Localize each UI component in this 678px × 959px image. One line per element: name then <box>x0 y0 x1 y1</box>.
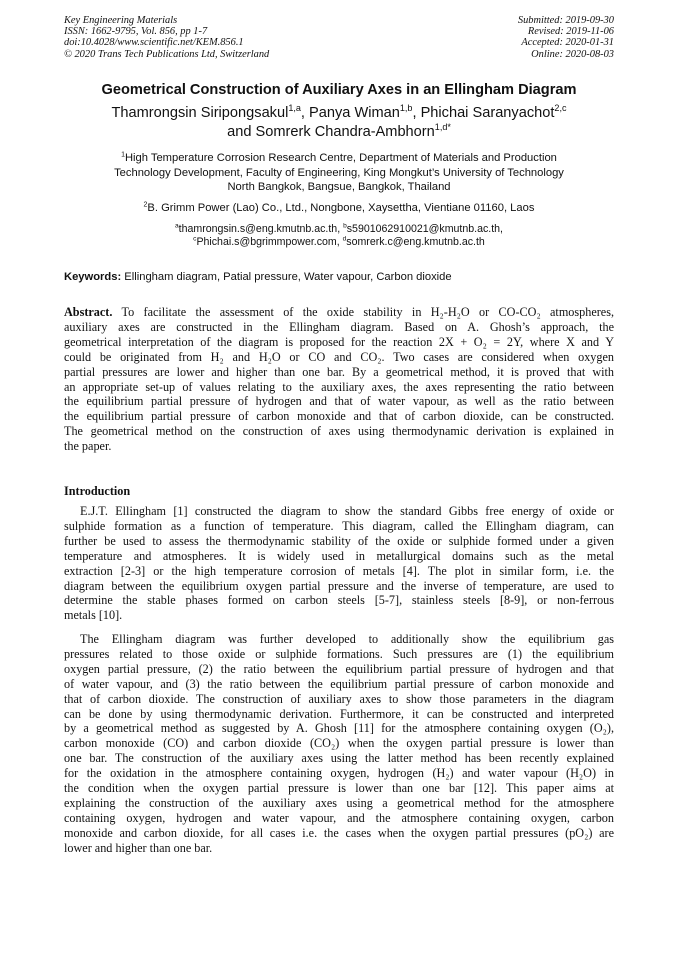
author-name: Phichai Saranyachot <box>420 105 555 121</box>
keywords <box>64 270 624 284</box>
keywords-label: Keywords: <box>64 271 122 283</box>
section-heading-introduction: Introduction <box>64 484 131 498</box>
author-affil-mark: 1,d* <box>434 122 451 133</box>
journal-doi: doi:10.4028/www.scientific.net/KEM.856.1 <box>64 37 244 49</box>
abstract-label: Abstract. <box>64 305 113 319</box>
author-name: Panya Wiman <box>309 105 400 121</box>
email-b[interactable]: s5901062910021@kmutnb.ac.th, <box>346 223 503 235</box>
author-name: Somrerk Chandra-Ambhorn <box>255 124 435 140</box>
paper-title: Geometrical Construction of Auxiliary Axes in an Ellingham Diagram <box>101 82 577 98</box>
date-revised: Revised: 2019-11-06 <box>527 26 614 38</box>
affiliation-1: $^1$High Temperature Corrosion Research Centre, Department of Materials and Production Technology Development, Faculty of Engineering, King Mongkut’s University of Technology North Bangkok, Bangsue, Bangkok, Thailand <box>114 151 564 194</box>
date-submitted: Submitted: 2019-09-30 <box>517 15 614 26</box>
author-line-1: Thamrongsin Siripongsakul$^{1,a}$, Panya Wiman$^{1,b}$, Phichai Saranyachot$^{2,c}$ <box>111 103 567 121</box>
author-affil-mark: 1,a <box>288 103 301 114</box>
email-d[interactable]: somrerk.c@eng.kmutnb.ac.th <box>346 236 485 249</box>
keywords-text: Ellingham diagram, Patial pressure, Water vapour, Carbon dioxide <box>121 271 452 283</box>
author-emails: $^a$thamrongsin.s@eng.kmutnb.ac.th, $^b$s5901062910021@kmutnb.ac.th, $^c$Phichai.s@bgrimmpower.com, $^d$somrerk.c@eng.kmutnb.ac.th <box>174 222 503 249</box>
journal-copyright: © 2020 Trans Tech Publications Ltd, Switzerland <box>64 48 270 60</box>
date-accepted: Accepted: 2020-01-31 <box>521 37 614 49</box>
affiliation-mark: 2 <box>143 201 148 209</box>
journal-issn: ISSN: 1662-9795, Vol. 856, pp 1-7 <box>64 26 208 38</box>
date-online: Online: 2020-08-03 <box>531 48 614 60</box>
email-c[interactable]: Phichai.s@bgrimmpower.com, <box>196 236 343 249</box>
affiliation-2: $^2$B. Grimm Power (Lao) Co., Ltd., Nongbone, Xaysettha, Vientiane 01160, Laos <box>143 201 535 214</box>
journal-name: Key Engineering Materials <box>64 15 178 26</box>
author-affil-mark: 2,c <box>554 103 567 114</box>
abstract: Abstract. To facilitate the assessment of the oxide stability in H₂-H₂O or CO-CO₂ atmospheres, auxiliary axes are constructed in the Ellingham diagram. Based on A. Ghosh’s approach, the geometrical interpretation of the diagram is proposed for the reaction 2X + O₂ = 2Y, where X and Y could be originated from H₂ and H₂O or CO and CO₂. Two cases are considered when oxygen partial pressures are lower and higher than one bar. By a geometrical method, it is proved that with an appropriate set-up of values relating to the auxiliary axes, the axes representing the ratio between the equilibrium partial pressure of hydrogen and that of water vapour, as well as the ratio between the equilibrium partial pressure of carbon monoxide and that of carbon dioxide, can be constructed. The geometrical method on the construction of axes using thermodynamic derivation is explained in the paper. <box>64 305 614 454</box>
journal-info-header <box>64 15 269 60</box>
introduction-paragraph-2: The Ellingham diagram was further developed to additionally show the equilibrium gas pressures related to those oxide or sulphide formations. Such pressures are (1) the equilibrium oxygen partial pressure, (2) the ratio between the equilibrium partial pressure of hydrogen and that of water vapour, and (3) the ratio between the equilibrium partial pressure of carbon monoxide and that of carbon dioxide. The construction of auxiliary axes to show those parameters in the diagram can be done by using thermodynamic derivation. Furthermore, it can be constructed and interpreted by a geometrical method as suggested by A. Ghosh [11] for the atmosphere containing oxygen (O₂), carbon monoxide (CO) and carbon dioxide (CO₂) when the oxygen partial pressure is lower than one bar. The construction of the auxiliary axes using the latter method has been recently explained for the oxidation in the atmosphere containing oxygen, hydrogen (H₂) and water vapour (H₂O) in the condition when the oxygen partial pressure is lower than one bar [12]. This paper aims at explaining the construction of the auxiliary axes using a geometrical method for the atmosphere containing oxygen, hydrogen and water vapour, and the atmosphere containing oxygen, carbon monoxide and carbon dioxide, for all cases i.e. the cases when the oxygen partial pressures (pO₂) are lower and higher than one bar. <box>64 632 614 855</box>
submission-dates-header <box>518 15 614 60</box>
author-affil-mark: 1,b <box>399 103 413 114</box>
introduction-paragraph-1: E.J.T. Ellingham [1] constructed the diagram to show the standard Gibbs free energy of oxide or sulphide formation as a function of temperature. This diagram, called the Ellingham diagram, can further be used to assess the thermodynamic stability of the oxide or sulphide formed under a given temperature and atmospheres. It is widely used in metallurgical domains such as the metal extraction [2-3] or the high temperature corrosion of metals [4]. The plot in similar form, i.e. the diagram between the equilibrium oxygen partial pressure and the inverse of temperature, are used to determine the stable phases formed on carbon steels [5-7], stainless steels [8-9], or non-ferrous metals [10]. <box>64 504 614 623</box>
affiliation-mark: 1 <box>121 151 125 159</box>
author-line-2: and Somrerk Chandra-Ambhorn$^{1,d*}$ <box>227 122 451 140</box>
email-a[interactable]: thamrongsin.s@eng.kmutnb.ac.th, <box>178 223 344 235</box>
author-list <box>40 104 638 142</box>
author-name: Thamrongsin Siripongsakul <box>111 105 289 121</box>
